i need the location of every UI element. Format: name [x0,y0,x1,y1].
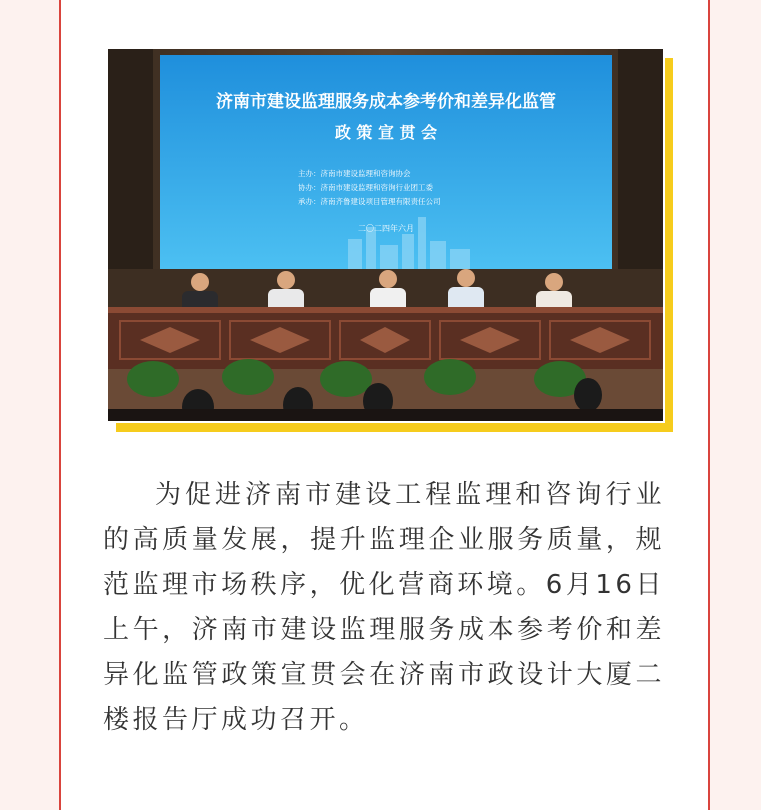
screen-host-line: 主办：济南市建设监理和咨询协会 [298,169,411,178]
screen-title-line2: 政 策 宣 贯 会 [334,123,438,142]
screen-undertaker-line: 承办：济南齐鲁建设项目管理有限责任公司 [298,197,441,206]
meeting-photo[interactable] [106,47,665,423]
article-paragraph: 为促进济南市建设工程监理和咨询行业的高质量发展，提升监理企业服务质量，规范监理市场秩序，优化营商环境。6月16日上午，济南市建设监理服务成本参考价和差异化监管政策宣贯会在济南市政设计大厦二楼报告厅成功召开。 [103,480,665,735]
projection-screen [160,55,612,269]
screen-title-line1: 济南市建设监理服务成本参考价和差异化监管 [216,92,556,112]
screen-co-organizer-line: 协办：济南市建设监理和咨询行业团工委 [298,183,433,192]
screen-date: 二〇二四年六月 [358,224,414,233]
